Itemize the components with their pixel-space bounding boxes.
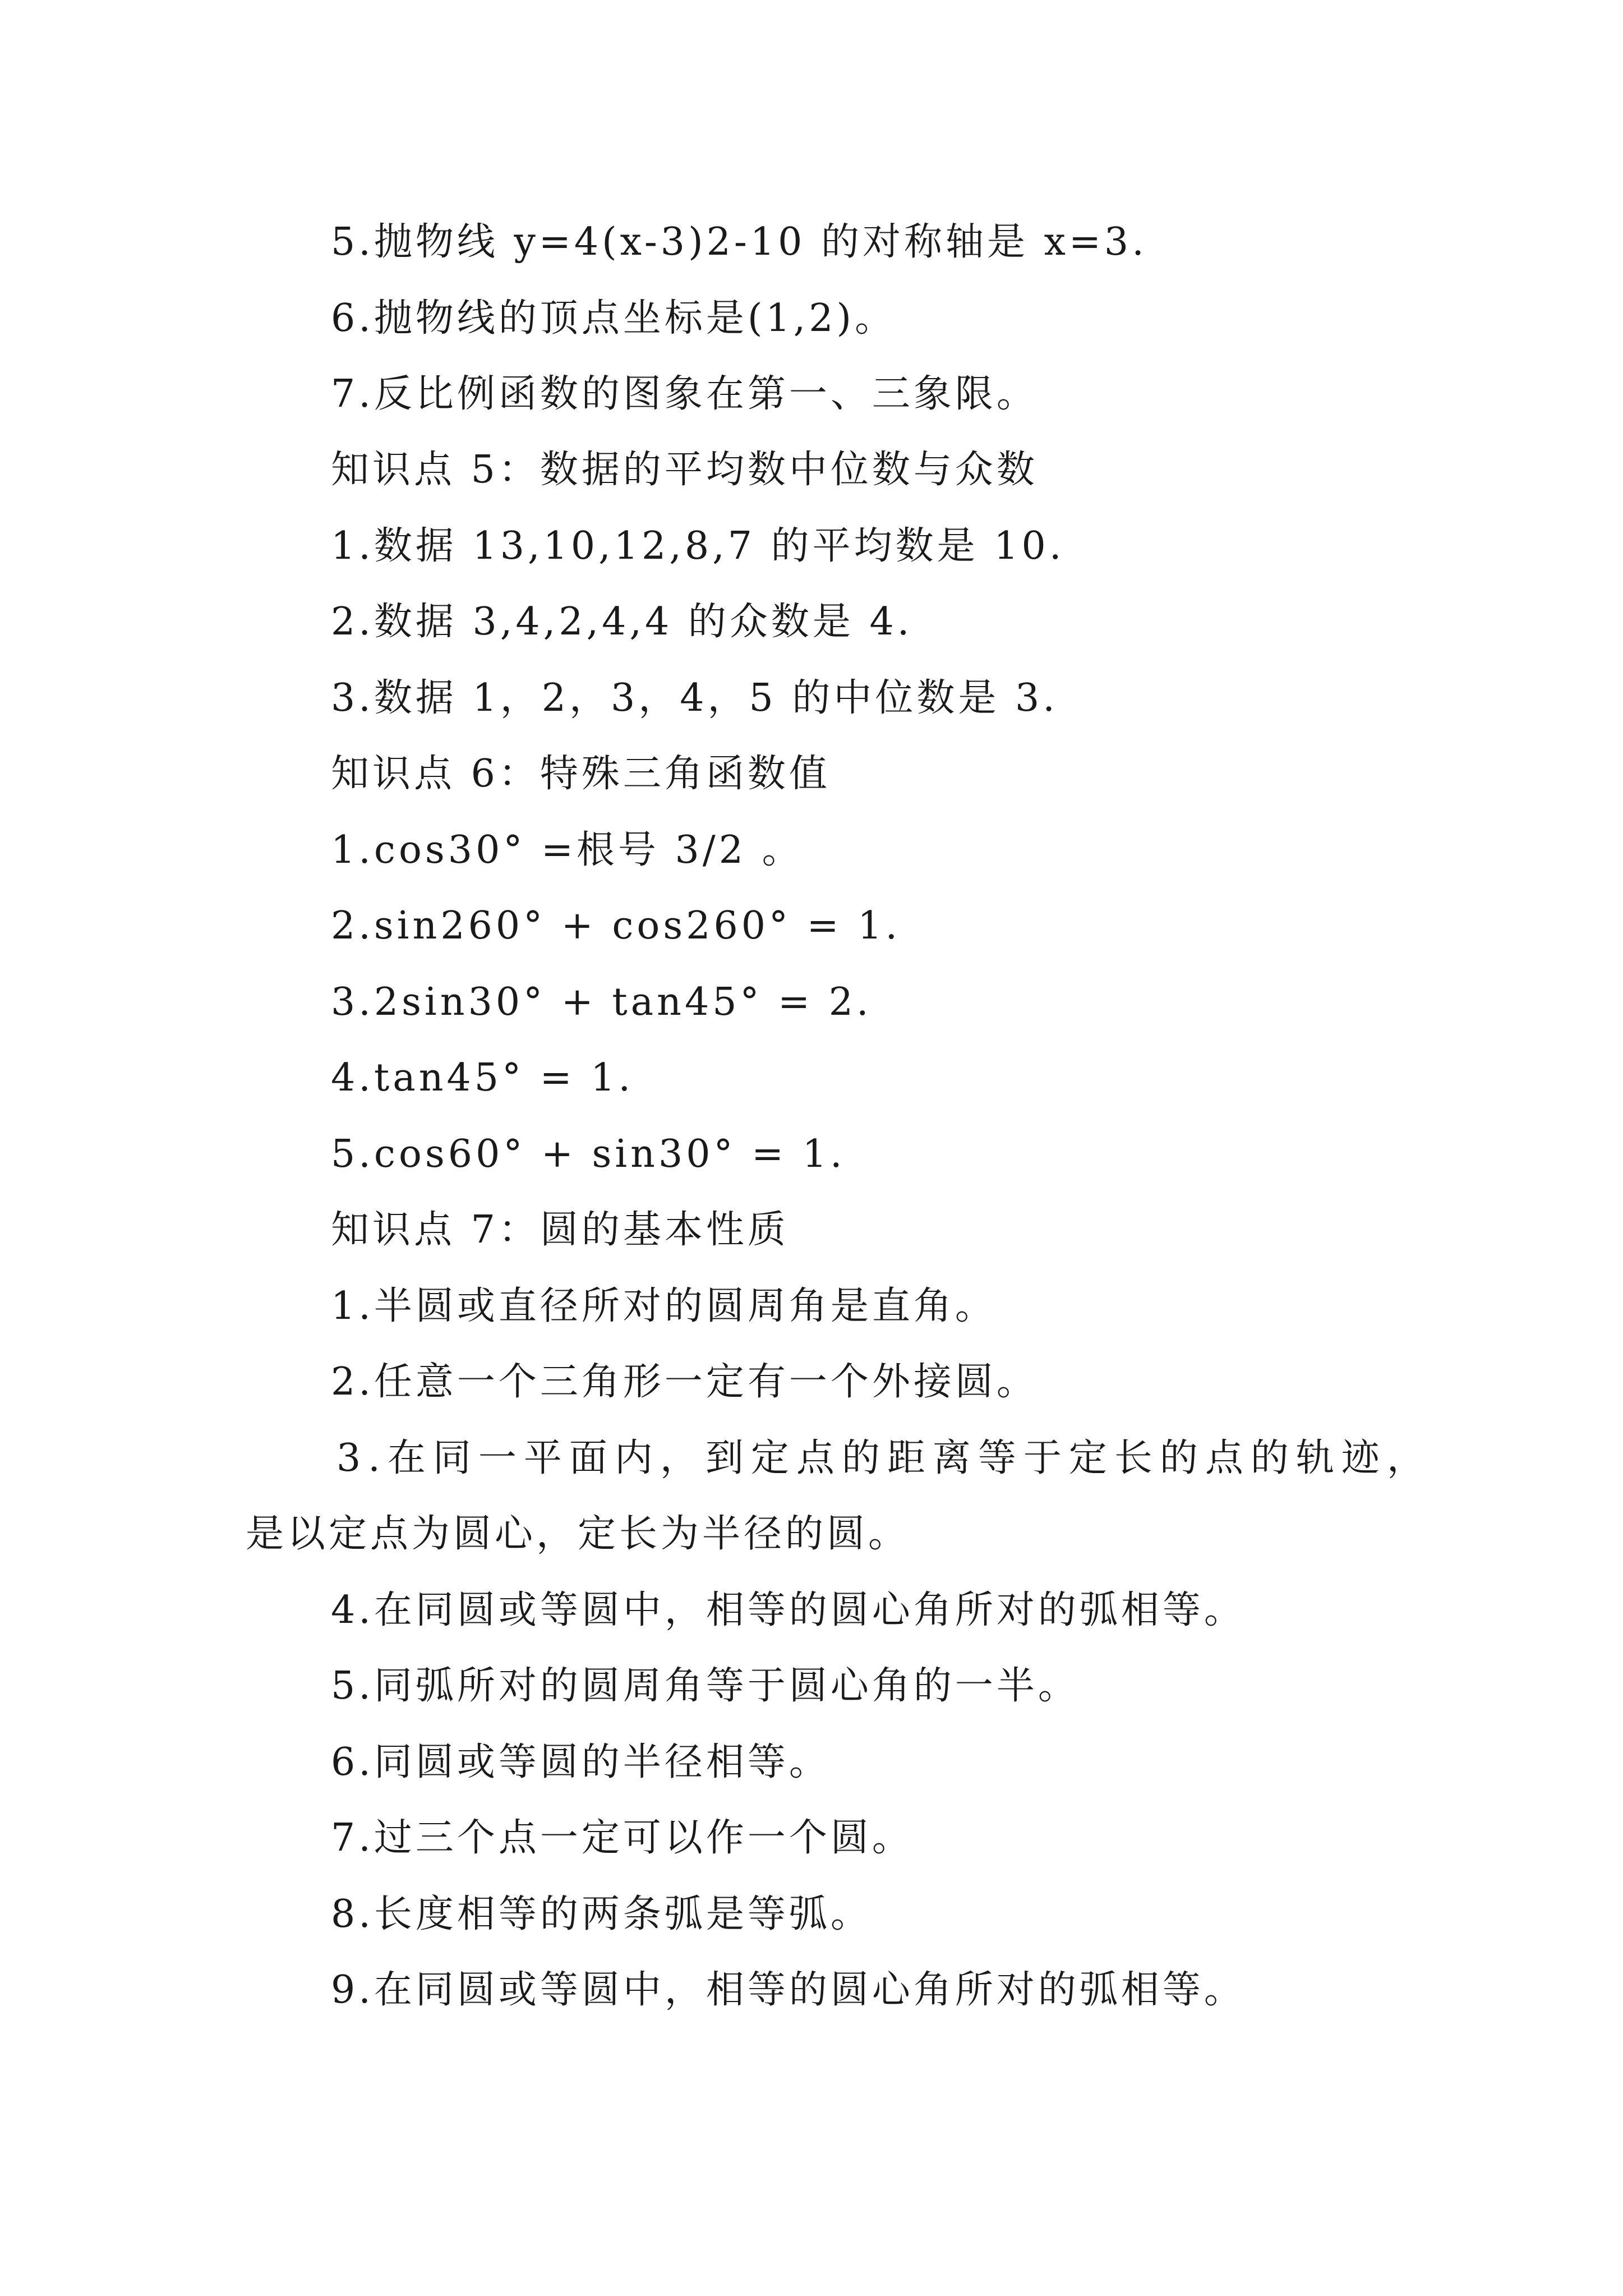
text-line: 1.cos30° =根号 3/2 。 [331, 828, 804, 872]
text-line: 8.长度相等的两条弧是等弧。 [331, 1892, 872, 1936]
text-line: 5.抛物线 y=4(x-3)2-10 的对称轴是 x=3. [331, 220, 1147, 264]
section-heading: 知识点 7：圆的基本性质 [331, 1208, 789, 1252]
text-line: 7.反比例函数的图象在第一、三象限。 [331, 372, 1038, 416]
text-line: 5.同弧所对的圆周角等于圆心角的一半。 [331, 1664, 1080, 1708]
text-line: 7.过三个点一定可以作一个圆。 [331, 1816, 914, 1860]
text-line: 6.抛物线的顶点坐标是(1,2)。 [331, 296, 897, 341]
text-line: 3.在同一平面内，到定点的距离等于定长的点的轨迹， [336, 1436, 1432, 1480]
text-line-continuation: 是以定点为圆心，定长为半径的圆。 [246, 1512, 910, 1556]
text-line: 4.tan45° = 1. [331, 1056, 634, 1100]
text-line: 3.2sin30° + tan45° = 2. [331, 980, 872, 1024]
text-line: 1.数据 13,10,12,8,7 的平均数是 10. [331, 524, 1065, 568]
text-line: 4.在同圆或等圆中，相等的圆心角所对的弧相等。 [331, 1588, 1246, 1632]
text-line: 6.同圆或等圆的半径相等。 [331, 1740, 831, 1784]
text-line: 2.任意一个三角形一定有一个外接圆。 [331, 1360, 1038, 1404]
text-line: 2.sin260° + cos260° = 1. [331, 904, 901, 948]
text-line: 1.半圆或直径所对的圆周角是直角。 [331, 1284, 997, 1328]
text-line: 9.在同圆或等圆中，相等的圆心角所对的弧相等。 [331, 1968, 1246, 2012]
section-heading: 知识点 5：数据的平均数中位数与众数 [331, 448, 1038, 492]
section-heading: 知识点 6：特殊三角函数值 [331, 752, 831, 796]
text-line: 5.cos60° + sin30° = 1. [331, 1132, 846, 1176]
text-line: 3.数据 1，2，3，4，5 的中位数是 3. [331, 676, 1058, 720]
text-line: 2.数据 3,4,2,4,4 的众数是 4. [331, 600, 913, 644]
